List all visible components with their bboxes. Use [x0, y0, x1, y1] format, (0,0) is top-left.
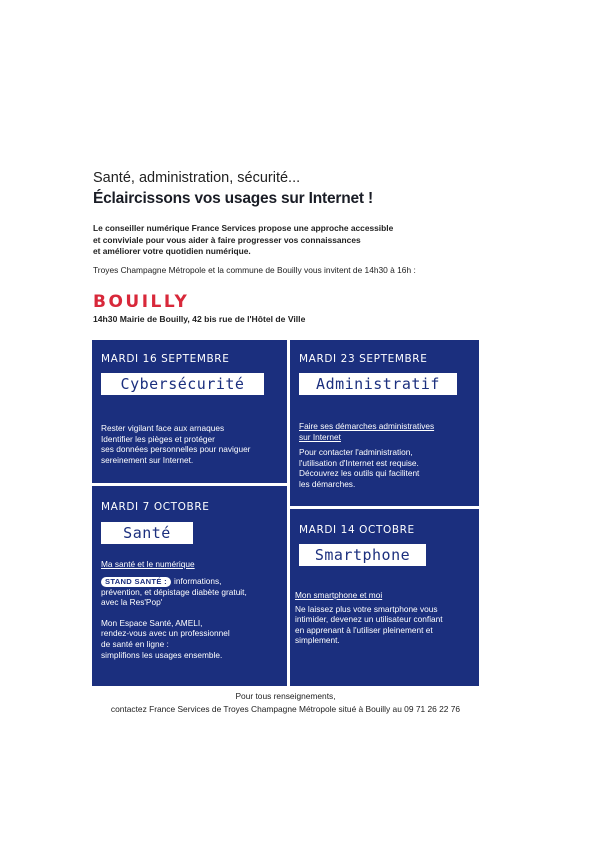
venue-address: 14h30 Mairie de Bouilly, 42 bis rue de l'Hôtel de Ville: [93, 314, 306, 324]
city-name: BOUILLY: [93, 292, 190, 312]
text-line: Mon Espace Santé, AMELI,: [101, 617, 203, 628]
session-tag: Smartphone: [299, 544, 426, 566]
text-line: rendez-vous avec un professionnel: [101, 628, 230, 639]
intro-line: et améliorer votre quotidien numérique.: [93, 246, 251, 256]
text-line: intimider, devenez un utilisateur confiant: [295, 614, 443, 625]
health-stand-badge: STAND SANTÉ :: [101, 577, 171, 587]
session-subtitle: sur Internet: [299, 431, 341, 442]
text-line: ses données personnelles pour naviguer: [101, 444, 251, 455]
text-line: simplifions les usages ensemble.: [101, 649, 223, 660]
text-line: sereinement sur Internet.: [101, 454, 194, 465]
session-tag: Santé: [101, 522, 193, 544]
session-date: MARDI 7 OCTOBRE: [101, 501, 210, 513]
text-line: de santé en ligne :: [101, 638, 169, 649]
text-line: Découvrez les outils qui facilitent: [299, 468, 420, 479]
session-description: [101, 559, 285, 660]
text-line: les démarches.: [299, 478, 356, 489]
session-subtitle: Faire ses démarches administratives: [299, 421, 435, 431]
session-tag: Cybersécurité: [101, 373, 264, 395]
text-line: prévention, et dépistage diabète gratuit,: [101, 586, 247, 597]
text-line: l'utilisation d'Internet est requise.: [299, 457, 419, 468]
intro-line: et conviviale pour vous aider à faire progresser vos connaissances: [93, 234, 361, 245]
text-line: en apprenant à l'utiliser pleinement et: [295, 624, 433, 635]
session-date: MARDI 23 SEPTEMBRE: [299, 353, 428, 365]
intro-paragraph: [93, 223, 423, 258]
session-description: [295, 590, 475, 646]
text-line: informations,: [173, 575, 222, 586]
session-subtitle: Ma santé et le numérique: [101, 559, 195, 569]
intro-line: Le conseiller numérique France Services propose une approche accessible: [93, 223, 394, 233]
session-smartphone: [290, 509, 479, 686]
session-tag: Administratif: [299, 373, 457, 395]
text-line: Rester vigilant face aux arnaques: [101, 423, 225, 433]
footer-contact: contactez France Services de Troyes Champagne Métropole situé à Bouilly au 09 71 26 22 76: [110, 704, 461, 714]
text-line: Ne laissez plus votre smartphone vous: [295, 603, 438, 614]
text-line: Pour contacter l'administration,: [299, 447, 413, 458]
session-description: [299, 421, 475, 490]
text-line: simplement.: [295, 635, 340, 646]
session-cybersecurity: [92, 340, 287, 483]
text-line: avec la Res'Pop': [101, 597, 163, 608]
session-health: [92, 486, 287, 686]
flyer-title: Éclaircissons vos usages sur Internet !: [93, 190, 373, 207]
footer-line: Pour tous renseignements,: [235, 691, 336, 701]
intro-subtitle: Santé, administration, sécurité...: [93, 170, 301, 186]
health-stand-line: [101, 576, 285, 587]
session-administrative: [290, 340, 479, 506]
session-subtitle: Mon smartphone et moi: [295, 590, 383, 600]
session-description: [101, 423, 283, 465]
session-date: MARDI 16 SEPTEMBRE: [101, 353, 230, 365]
contact-footer: [92, 690, 479, 716]
invitation-text: Troyes Champagne Métropole et la commune de Bouilly vous invitent de 14h30 à 16h :: [93, 265, 416, 275]
session-date: MARDI 14 OCTOBRE: [299, 524, 415, 536]
text-line: Identifier les pièges et protéger: [101, 433, 215, 444]
